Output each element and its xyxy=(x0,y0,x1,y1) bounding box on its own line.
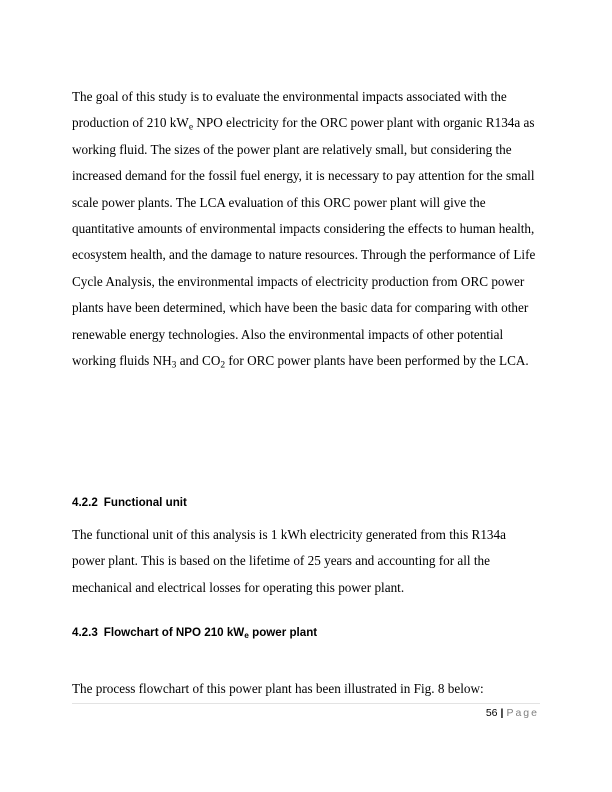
text-run: and CO xyxy=(176,353,221,369)
page-footer xyxy=(486,707,539,719)
text-run: NPO electricity for the ORC power plant with organic R134a as working fluid. The sizes of the power plant are relatively small, but considering the increased demand for the fossil fuel energy, it is necessary to pay attention for the small scale power plants. The LCA evaluation of this ORC power plant will give the quantitative amounts of environmental impacts considering the effects to human health, ecosystem health, and the damage to nature resources. Through the performance of Life Cycle Analysis, the environmental impacts of electricity production from ORC power plants have been determined, which have been the basic data for comparing with other renewable energy technologies. Also the environmental impacts of other potential working fluids NH xyxy=(72,115,536,369)
section-heading-flowchart xyxy=(72,625,317,641)
footer-divider xyxy=(72,703,540,704)
page-number: 56 xyxy=(485,707,498,719)
subscript: e xyxy=(244,630,249,641)
section-title-end: power plant xyxy=(248,626,318,639)
paragraph-study-goal xyxy=(72,84,540,374)
section-heading-functional-unit xyxy=(72,495,187,511)
subscript: e xyxy=(188,122,194,133)
subscript: 2 xyxy=(220,360,226,371)
footer-separator: | xyxy=(500,707,504,719)
section-number: 4.2.3 xyxy=(72,626,98,639)
section-number: 4.2.2 xyxy=(72,496,98,509)
paragraph-functional-unit: The functional unit of this analysis is 1 kWh electricity generated from this R134a power plant. This is based on the lifetime of 25 years and accounting for all the mechanical and electrical losses for operating this power plant. xyxy=(72,527,506,595)
section-title: Flowchart of NPO 210 kW xyxy=(103,626,245,639)
page-label: Page xyxy=(506,707,539,719)
text-run: for ORC power plants have been performed by the LCA. xyxy=(225,353,529,369)
subscript: 3 xyxy=(171,360,177,371)
section-title: Functional unit xyxy=(103,496,187,509)
text-run: The goal of this study is to evaluate the environmental impacts associated with the production of 210 kW xyxy=(72,89,507,131)
paragraph-flowchart-intro: The process flowchart of this power plant has been illustrated in Fig. 8 below: xyxy=(72,681,484,696)
